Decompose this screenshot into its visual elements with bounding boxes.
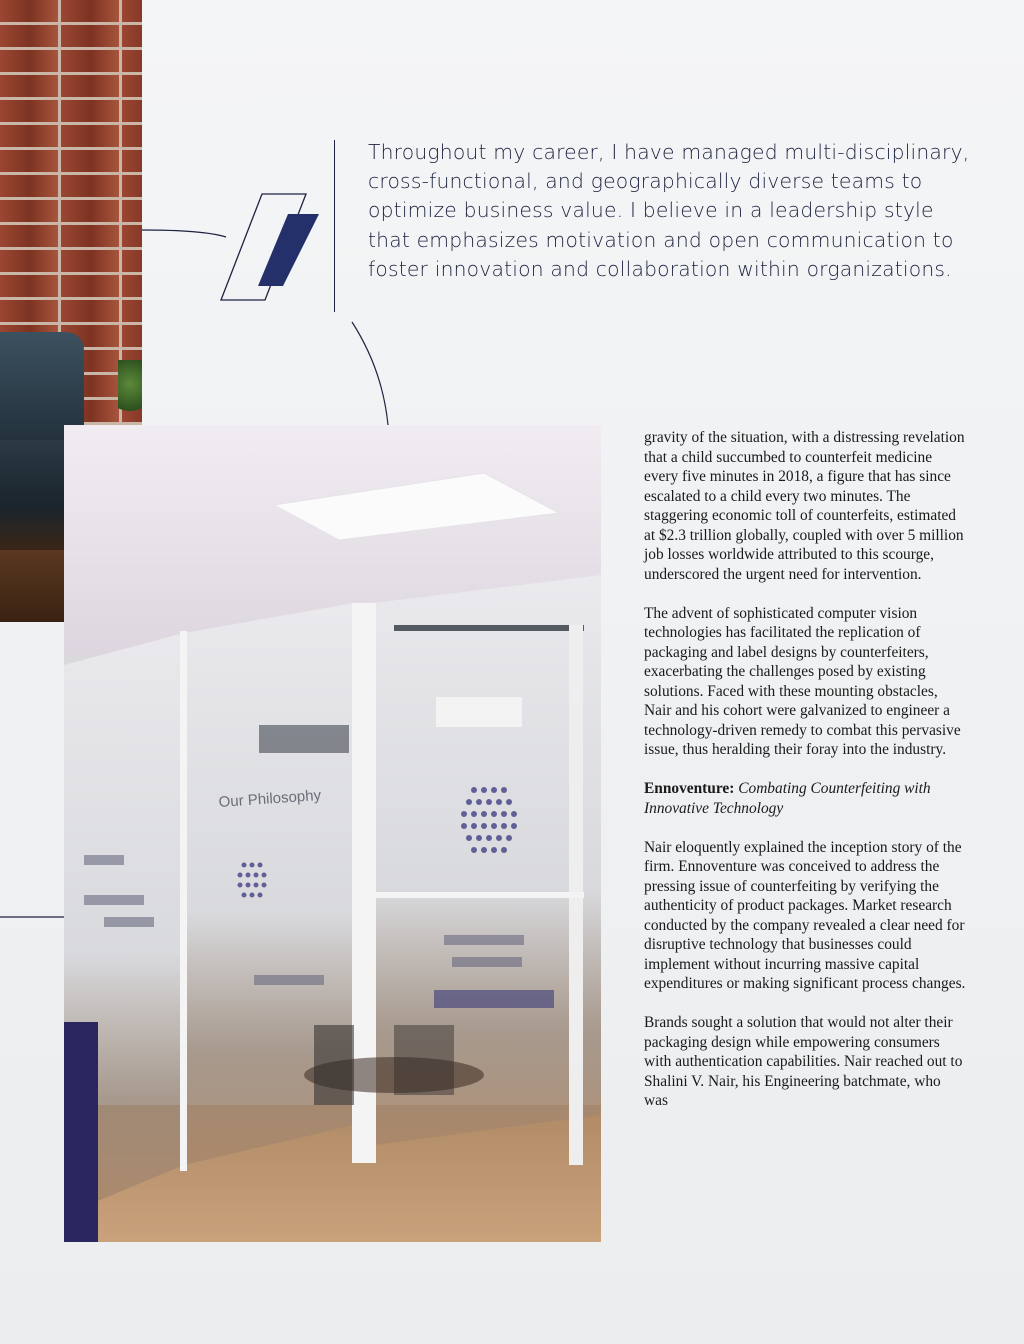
quote-mark-icon [221,194,319,300]
plant [118,360,142,420]
article-paragraph: Nair eloquently explained the inception story of the firm. Ennoventure was conceived to address the pressing issue of counterfeiting by verifying the authenticity of product packages. Market research conducted by the company revealed a clear need for disruptive technology that businesses could implement without incurring massive capital expenditures or making significant process changes. [644,838,966,992]
office-photo [64,425,601,1242]
accent-block [64,1022,98,1242]
article-paragraph: The advent of sophisticated computer vision technologies has facilitated the replication of packaging and label designs by counterfeiters, exacerbating the challenges posed by existing solutions. Faced with these mounting obstacles, Nair and his cohort were galvanized to engineer a technology-driven remedy to combat this pervasive issue, thus heralding their foray into the industry. [644,604,961,758]
subhead-subtitle: Combating Counterfeiting with Innovative Technology [644,780,931,817]
subhead-title: Ennoventure: [644,780,735,797]
quote-divider [334,140,335,312]
article-paragraph: Brands sought a solution that would not alter their packaging design while empowering consumers with authentication capabilities. Nair reached out to Shalini V. Nair, his Engineering batchmate, who was [644,1014,963,1109]
article-subhead [644,779,966,818]
pull-quote: Throughout my career, I have managed multi-disciplinary, cross-functional, and geographically diverse teams to optimize business value. I believe in a leadership style that emphasizes motivation and open communication to foster innovation and collaboration within organizations. [368,140,970,281]
article-paragraph: gravity of the situation, with a distressing revelation that a child succumbed to counterfeit medicine every five minutes in 2018, a figure that has since escalated to a child every two minutes. The staggering economic toll of counterfeits, estimated at $2.3 trillion globally, coupled with over 5 million job losses worldwide attributed to this scourge, underscored the urgent need for intervention. [644,429,965,583]
article-column [644,428,966,1130]
office-illustration [64,425,601,1242]
philosophy-sign: Our Philosophy [218,786,322,811]
